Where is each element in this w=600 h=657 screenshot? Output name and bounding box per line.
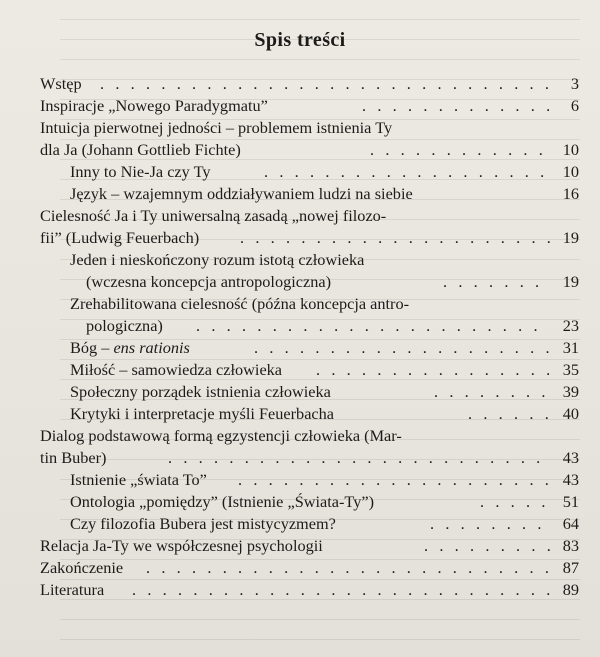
dot-leader (468, 403, 550, 425)
toc-entry-title-cont: (wczesna koncepcja antropologiczna) (86, 272, 331, 291)
toc-entry (0, 491, 600, 513)
toc-entry-title: Społeczny porządek istnienia człowieka (70, 382, 331, 401)
dot-leader (100, 73, 552, 95)
toc-entry-page: 19 (562, 272, 579, 291)
toc-entry-page: 35 (562, 360, 579, 379)
toc-entry-title: Istnienie „świata To” (70, 470, 207, 489)
toc-entry-title: Zakończenie (40, 558, 124, 577)
toc-entry-title: Dialog podstawową formą egzystencji człowieka (Mar- (40, 426, 402, 445)
toc-entry-page: 40 (562, 404, 579, 423)
dot-leader (168, 447, 550, 469)
toc-entry-page: 31 (562, 338, 579, 357)
toc-entry (0, 535, 600, 557)
toc-entry (0, 381, 600, 403)
toc-entry-page: 16 (562, 184, 579, 203)
toc-entry-continuation (0, 447, 600, 469)
toc-entry (0, 425, 600, 447)
toc-entry-title: Miłość – samowiedza człowieka (70, 360, 283, 379)
toc-entry-title: Jeden i nieskończony rozum istotą człowieka (70, 250, 365, 269)
dot-leader (434, 381, 550, 403)
toc-entry-title-cont: fii” (Ludwig Feuerbach) (40, 228, 200, 247)
toc-entry-continuation (0, 315, 600, 337)
toc-entry-title: Literatura (40, 580, 105, 599)
toc-entry-title: Krytyki i interpretacje myśli Feuerbacha (70, 404, 335, 423)
dot-leader (362, 95, 552, 117)
toc-entry (0, 73, 600, 95)
dot-leader (316, 359, 550, 381)
toc-entry (0, 249, 600, 271)
toc-entry (0, 403, 600, 425)
dot-leader (264, 161, 550, 183)
toc-entry-page: 3 (570, 74, 579, 93)
toc-entry (0, 579, 600, 601)
toc-entry-title-prefix: Bóg – (70, 338, 114, 357)
dot-leader (443, 271, 550, 293)
toc-entry (0, 205, 600, 227)
toc-entry (0, 337, 600, 359)
dot-leader (430, 513, 550, 535)
toc-entry-title (70, 337, 190, 359)
toc-entry-page: 23 (562, 316, 579, 335)
toc-entry-page: 19 (562, 228, 579, 247)
toc-entry-page: 10 (562, 162, 579, 181)
toc-entry-title: Wstęp (40, 74, 82, 93)
toc-entry (0, 359, 600, 381)
toc-entry (0, 183, 600, 205)
toc-entry-continuation (0, 139, 600, 161)
toc-entry-title: Cielesność Ja i Ty uniwersalną zasadą „nowej filozo- (40, 206, 387, 225)
toc-entry-title-cont: tin Buber) (40, 448, 107, 467)
dot-leader (146, 557, 550, 579)
page-title: Spis treści (254, 29, 346, 51)
toc-entry-title: Czy filozofia Bubera jest mistycyzmem? (70, 514, 336, 533)
toc-entry (0, 95, 600, 117)
toc-entry-page: 43 (562, 448, 579, 467)
dot-leader (480, 491, 550, 513)
toc-entry-continuation (0, 271, 600, 293)
toc-entry-title: Inspiracje „Nowego Paradygmatu” (40, 96, 268, 115)
toc-entry-title: Język – wzajemnym oddziaływaniem ludzi na siebie (70, 184, 413, 203)
dot-leader (196, 315, 550, 337)
toc-entry-page: 43 (562, 470, 579, 489)
toc-entry-title-cont: pologiczna) (86, 316, 163, 335)
toc-entry-page: 6 (570, 96, 579, 115)
toc-entry (0, 557, 600, 579)
toc-entry-page: 39 (562, 382, 579, 401)
toc-entry (0, 293, 600, 315)
dot-leader (240, 227, 550, 249)
dot-leader (238, 469, 550, 491)
dot-leader (132, 579, 550, 601)
toc-entry-title: Zrehabilitowana cielesność (późna koncepcja antro- (70, 294, 410, 313)
toc-entry-title: Relacja Ja-Ty we współczesnej psychologii (40, 536, 323, 555)
toc-entry-title-cont: dla Ja (Johann Gottlieb Fichte) (40, 140, 241, 159)
toc-entry-title: Intuicja pierwotnej jedności – problemem istnienia Ty (40, 118, 393, 137)
toc-entry-title: Inny to Nie-Ja czy Ty (70, 162, 211, 181)
toc-entry (0, 513, 600, 535)
toc-entry-page: 87 (562, 558, 579, 577)
dot-leader (254, 337, 550, 359)
toc-entry (0, 117, 600, 139)
toc-entry-title-italic: ens rationis (113, 338, 190, 357)
toc-entry-page: 89 (562, 580, 579, 599)
toc-entry-page: 51 (562, 492, 579, 511)
toc-entry-continuation (0, 227, 600, 249)
dot-leader (424, 535, 550, 557)
dot-leader (370, 139, 550, 161)
toc-entry (0, 161, 600, 183)
toc-entry-page: 10 (562, 140, 579, 159)
toc-entry-title: Ontologia „pomiędzy” (Istnienie „Świata-Ty”) (70, 492, 375, 511)
toc-entry-page: 83 (562, 536, 579, 555)
toc-entry-page: 64 (562, 514, 579, 533)
toc-entry (0, 469, 600, 491)
